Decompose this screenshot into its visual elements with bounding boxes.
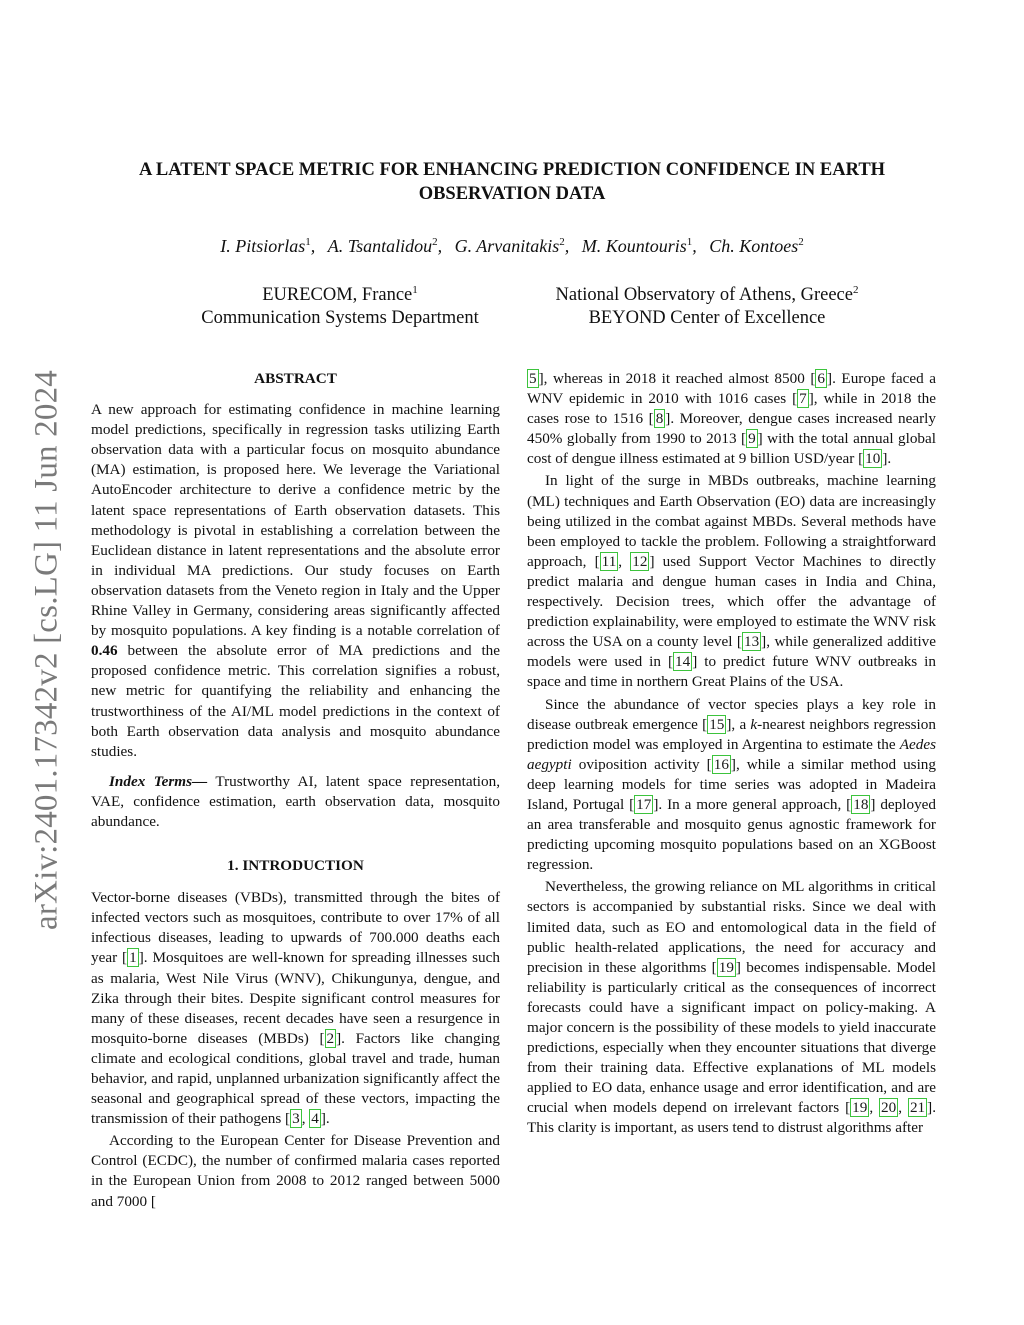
affiliation-eurecom <box>180 279 500 330</box>
citation-link[interactable]: 13 <box>743 633 760 651</box>
right-column <box>527 369 936 1139</box>
author-name: M. Kountouris <box>581 236 687 256</box>
species-name: Aedes aegypti <box>527 735 936 773</box>
index-terms-text: Trustworthy AI, latent space representation, VAE, confidence estimation, earth observation data, mosquito abundance. <box>91 772 500 830</box>
affiliation-name: National Observatory of Athens, Greece <box>555 285 853 306</box>
citation-link[interactable]: 3 <box>292 1110 300 1128</box>
intro-paragraph-5: Nevertheless, the growing reliance on ML algorithms in critical sectors is accompanied by substantial risks. Since we deal with limited data, such as EO and entomological data in the field of public health-related applications, the need for accuracy and precision in these algorithms [ 19 ] becomes indispensable. Model reliability is particularly critical as the consequences of incorrect forecasts could have a significant impact on policy-making. A major concern is the possibility of these models to yield inaccurate predictions, especially when they encounter situations that diverge from their training data. Effective explanations of ML models applied to EO data, enhance usage and error identification, and are crucial when models depend on irrelevant factors [ 19 , 20 , 21 ]. This clarity is important, as users tend to distrust algorithms after <box>527 878 936 1137</box>
index-terms-label: Index Terms— <box>109 772 208 790</box>
index-terms <box>91 772 500 832</box>
affiliation-department: BEYOND Center of Excellence <box>588 308 826 329</box>
citation-link[interactable]: 10 <box>865 450 881 468</box>
citation-link[interactable]: 16 <box>713 755 729 773</box>
affiliation-noa <box>532 279 882 330</box>
citation-link[interactable]: 20 <box>881 1099 897 1117</box>
introduction-heading: 1. INTRODUCTION <box>227 857 364 875</box>
affiliation-name: EURECOM, France <box>262 285 413 306</box>
citation-link[interactable]: 9 <box>748 430 756 448</box>
citation-link[interactable]: 2 <box>326 1029 335 1047</box>
author-affiliation-mark: 1 <box>686 236 693 248</box>
citation-link[interactable]: 1 <box>129 949 137 967</box>
citation-link[interactable]: 21 <box>909 1099 926 1117</box>
citation-link[interactable]: 17 <box>636 795 652 813</box>
citation-link[interactable]: 15 <box>709 715 725 733</box>
citation-link[interactable]: 19 <box>852 1099 868 1117</box>
citation-link[interactable]: 4 <box>311 1110 319 1128</box>
author <box>709 236 804 256</box>
affiliation-department: Communication Systems Department <box>201 308 479 329</box>
author-name: A. Tsantalidou <box>327 236 433 256</box>
author-list <box>100 230 924 258</box>
author-name: G. Arvanitakis <box>454 236 560 256</box>
affiliation-mark: 2 <box>852 284 859 296</box>
intro-paragraph-2-start: According to the European Center for Disease Prevention and Control (ECDC), the number of confirmed malaria cases reported in the European Union from 2008 to 2012 ranged between 5000 and 7000 [ <box>91 1132 500 1210</box>
citation-link[interactable]: 11 <box>601 552 617 570</box>
citation-link[interactable]: 5 <box>529 370 537 387</box>
author-affiliation-mark: 2 <box>432 236 438 248</box>
citation-link[interactable]: 6 <box>817 370 826 387</box>
author: I. Pitsiorlas$^1$, <box>220 236 316 256</box>
abstract-text: A new approach for estimating confidence in machine learning model predictions, specifically in regression tasks utilizing Earth observation data with a particular focus on mosquito abundance (MA) estimation, is proposed here. We leverage the Variational AutoEncoder architecture to derive a confidence metric by the latent space representations of Earth observation datasets. This methodology is pivotal in establishing a correlation between the Euclidean distance in latent representations and the absolute error in individual MA predictions. Our study focuses on Earth observation datasets from the Veneto region in Italy and the Upper Rhine Valley in Germany, considering areas significantly affected by mosquito populations. A key finding is a notable correlation of 0.46 between the absolute error of MA predictions and the proposed confidence metric. This correlation signifies a robust, new metric for quantifying the reliability and enhancing the trustworthiness of the AI/ML model predictions in the context of both Earth observation data analysis and mosquito abundance studies. <box>91 401 501 760</box>
citation-link[interactable]: 12 <box>632 552 648 570</box>
intro-paragraph-3: In light of the surge in MBDs outbreaks, machine learning (ML) techniques and Earth Observation (EO) data are increasingly being utilized in the combat against MBDs. Several methods have been employed to tackle the problem. Following a straightforward approach, [ 11 , 12 ] used Support Vector Machines to directly predict malaria and dengue human cases in India and China, respectively. Decision trees, which offer the advantage of prediction explainability, were employed to estimate the WNV risk across the USA on a county level [ 13 ], while generalized additive models were used in [ 14 ] to predict future WNV outbreaks in space and time in northern Great Plains of the USA. <box>527 472 937 691</box>
author-affiliation-mark: 1 <box>305 236 311 248</box>
intro-paragraph-1: Vector-borne diseases (VBDs), transmitted through the bites of infected vectors such as mosquitoes, contribute to over 17% of all infectious diseases, leading to upwards of 700.000 deaths each year [ 1 ]. Mosquitoes are well-known for spreading illnesses such as malaria, West Nile Virus (WNV), Chikungunya, dengue, and Zika through their bites. Despite significant control measures for many of these diseases, recent decades have seen a resurgence in mosquito-borne diseases (MBDs) [ 2 ]. Factors like changing climate and ecological conditions, global travel and trade, human behavior, and rapid, unplanned urbanization significantly affect the seasonal and geographical spread of these vectors, impacting the transmission of their pathogens [ 3 , 4 ]. <box>91 889 500 1128</box>
arxiv-identifier <box>28 355 65 945</box>
paper-title <box>100 158 924 206</box>
citation-link[interactable]: 8 <box>655 410 664 428</box>
author-name: Ch. Kontoes <box>709 236 799 256</box>
author: M. Kountouris$^1$, <box>581 236 697 256</box>
author: A. Tsantalidou$^2$, <box>327 236 443 256</box>
paper-title-line-1: A LATENT SPACE METRIC FOR ENHANCING PREDICTION CONFIDENCE IN EARTH <box>138 160 886 180</box>
citation-link[interactable]: 14 <box>675 653 691 671</box>
author: G. Arvanitakis$^2$, <box>454 236 570 256</box>
paper-title-line-2: OBSERVATION DATA <box>418 184 606 204</box>
abstract-heading: ABSTRACT <box>254 370 337 387</box>
citation-link[interactable]: 18 <box>853 795 869 813</box>
intro-paragraph-4: Since the abundance of vector species plays a key role in disease outbreak emergence [ 15 ], a k-nearest neighbors regression prediction model was employed in Argentina to estimate the Aedes aegypti oviposition activity [ 16 ], while a similar method using deep learning models for time series was adopted in Madeira Island, Portugal [ 17 ]. In a more general approach, [ 18 ] deployed an area transferable and mosquito genus agnostic framework for predicting upcoming mosquito populations based on an XGBoost regression. <box>527 695 937 874</box>
correlation-value: 0.46 <box>91 642 118 660</box>
author-affiliation-mark: 2 <box>798 236 804 248</box>
left-column <box>91 369 500 1212</box>
math-k: k <box>750 715 758 733</box>
citation-link[interactable]: 7 <box>799 390 807 408</box>
author-affiliation-mark: 2 <box>559 236 565 248</box>
affiliation-mark: 1 <box>412 284 418 296</box>
citation-link[interactable]: 19 <box>718 958 734 976</box>
author-name: I. Pitsiorlas <box>220 236 306 256</box>
intro-paragraph-2-continued: 5 ], whereas in 2018 it reached almost 8500 [ 6 ]. Europe faced a WNV epidemic in 2010 with 1016 cases [ 7 ], while in 2018 the cases rose to 1516 [ 8 ]. Moreover, dengue cases increased nearly 450% globally from 1990 to 2013 [ 9 ] with the total annual global cost of dengue illness estimated at 9 billion USD/year [ 10 ]. <box>527 370 937 468</box>
arxiv-identifier-text: arXiv:2401.17342v2 [cs.LG] 11 Jun 2024 <box>28 370 65 930</box>
